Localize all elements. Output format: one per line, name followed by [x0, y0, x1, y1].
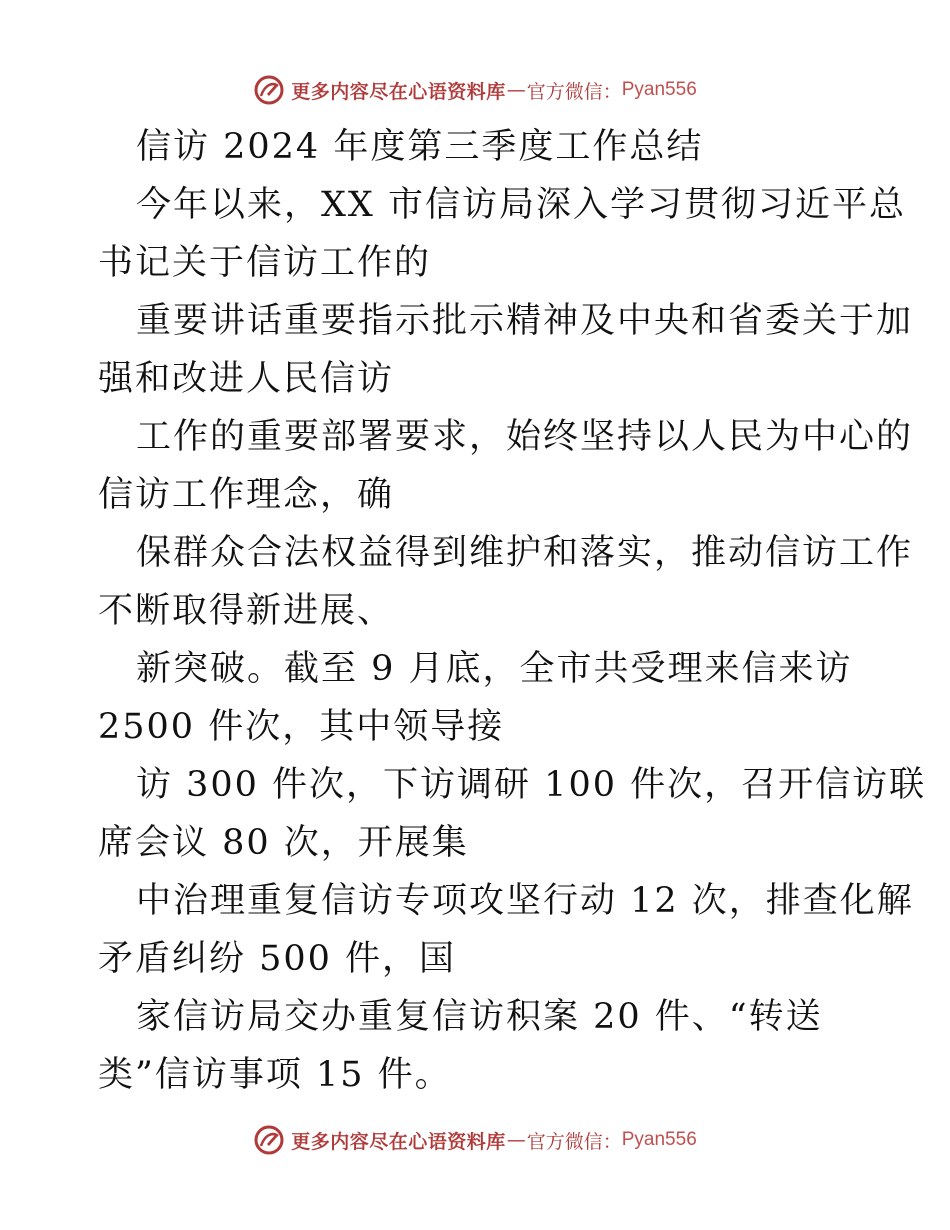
paragraph-line: 矛盾纠纷 500 件，国: [98, 939, 457, 979]
paragraph-line: 保群众合法权益得到维护和落实，推动信访工作: [136, 533, 914, 573]
paragraph-line: 强和改进人民信访: [98, 359, 395, 399]
paragraph-line: 2500 件次，其中领导接: [98, 707, 505, 747]
watermark-wechat-id: Pyan556: [621, 79, 697, 100]
watermark-text: 更多内容尽在心语资料库: [291, 1130, 506, 1153]
watermark-wechat-label: 官方微信：: [526, 80, 622, 103]
header-watermark: [0, 70, 950, 110]
watermark-separator: —: [506, 79, 526, 101]
paragraph-line: 家信访局交办重复信访积案 20 件、“转送: [136, 997, 823, 1037]
paragraph-line: 重要讲话重要指示批示精神及中央和省委关于加: [136, 301, 914, 341]
paragraph-line: 工作的重要部署要求，始终坚持以人民为中心的: [136, 417, 914, 457]
pen-swirl-logo-icon: [253, 74, 285, 106]
watermark-separator: —: [506, 1129, 526, 1151]
watermark-text: 更多内容尽在心语资料库: [291, 80, 506, 103]
watermark-wechat-label: 官方微信：: [526, 1130, 622, 1153]
footer-watermark: [0, 1120, 950, 1160]
pen-swirl-logo-icon: [253, 1124, 285, 1156]
paragraph-line: 不断取得新进展、: [98, 591, 395, 631]
paragraph-line: 新突破。截至 9 月底，全市共受理来信来访: [136, 649, 853, 689]
paragraph-line: 中治理重复信访专项攻坚行动 12 次，排查化解: [136, 881, 914, 921]
paragraph-line: 类”信访事项 15 件。: [98, 1055, 452, 1095]
document-body: [98, 118, 927, 1104]
paragraph-line: 信访工作理念，确: [98, 475, 395, 515]
paragraph-line: 书记关于信访工作的: [98, 243, 432, 283]
watermark-wechat-id: Pyan556: [621, 1129, 697, 1150]
paragraph-line: 今年以来，XX 市信访局深入学习贯彻习近平总: [136, 185, 906, 225]
paragraph-line: 席会议 80 次，开展集: [98, 823, 469, 863]
document-title: 信访 2024 年度第三季度工作总结: [136, 127, 704, 167]
paragraph-line: 访 300 件次，下访调研 100 件次，召开信访联: [136, 765, 927, 805]
